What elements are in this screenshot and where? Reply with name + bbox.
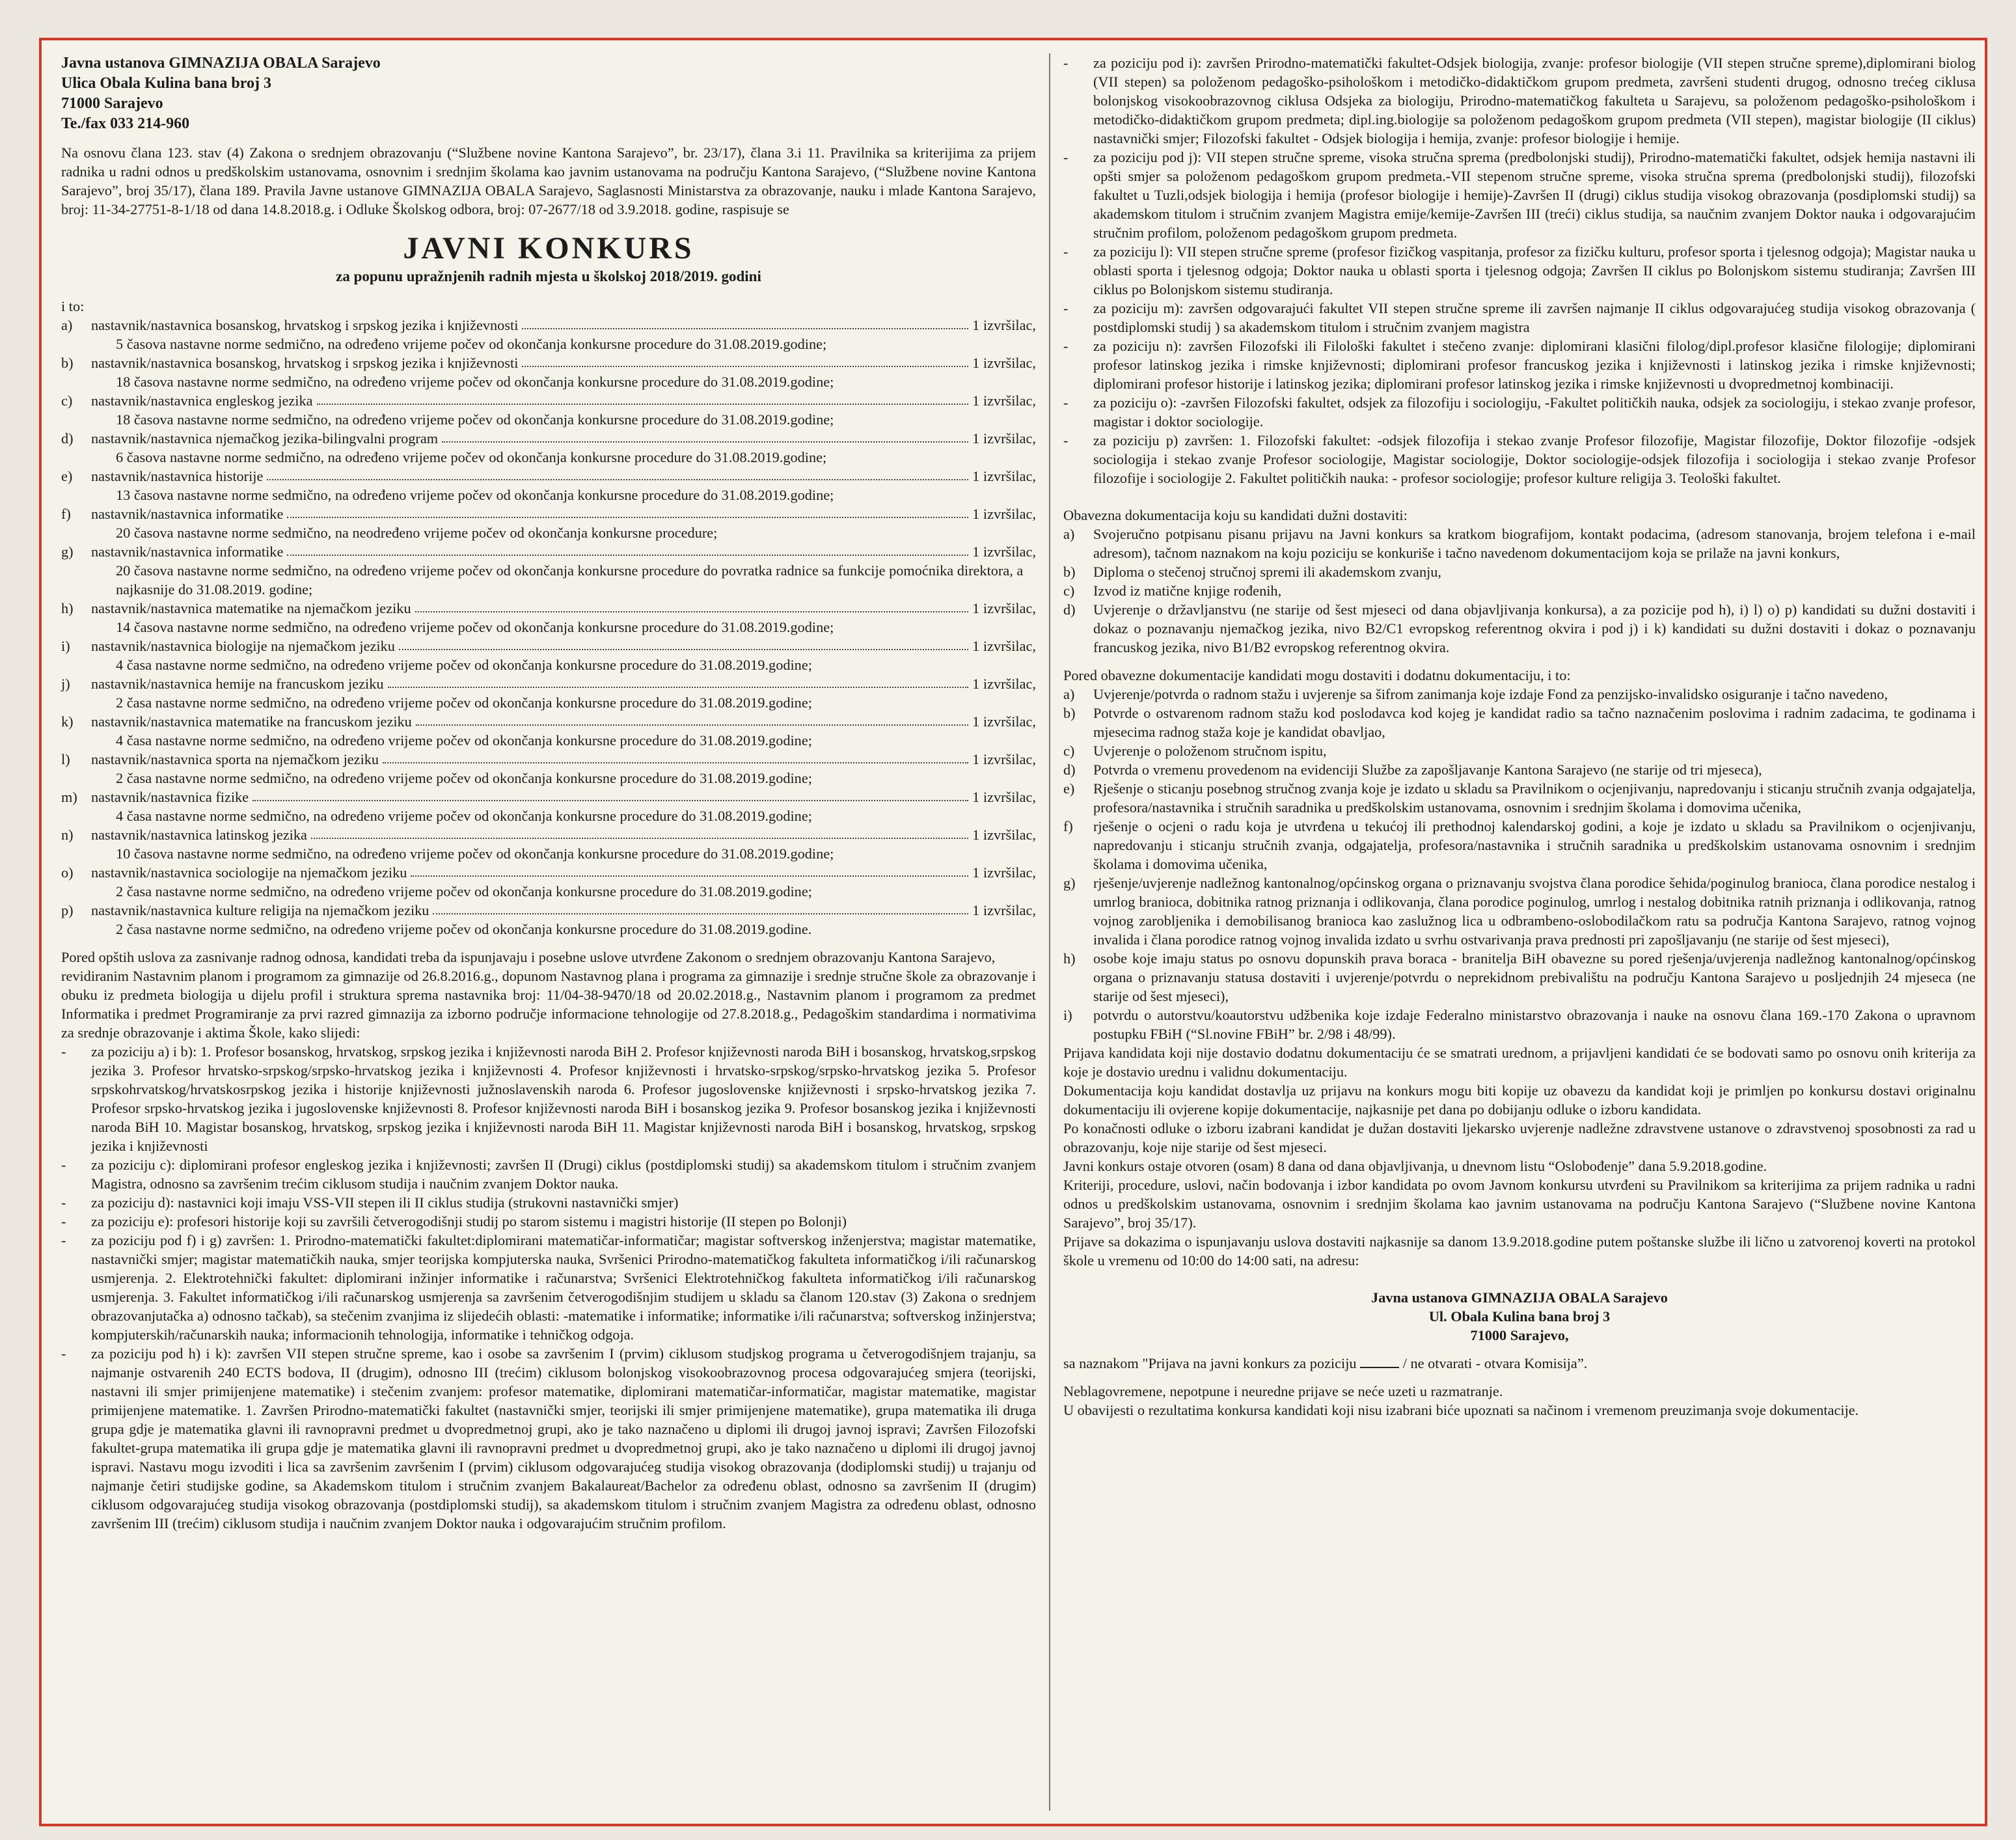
position-detail: 4 časa nastavne norme sedmično, na određeno vrijeme počev od okončanja konkursne procedure do 31.08.2019.godine;: [116, 732, 812, 748]
position-item: [61, 429, 1036, 467]
position-name: nastavnik/nastavnica hemije na francuskom jeziku: [91, 676, 384, 692]
position-count: 1 izvršilac,: [972, 468, 1036, 484]
mandatory-docs-list: [1063, 525, 1976, 657]
position-body: [91, 429, 1036, 467]
dot-leader: [522, 316, 968, 329]
dash-marker: -: [1063, 394, 1069, 411]
additional-doc-text: Uvjerenje/potvrda o radnom stažu i uvjerenje sa šifrom zanimanja koje izdaje Fond za penzijsko-invalidsko osiguranje i tačno navedeno,: [1093, 686, 1888, 702]
condition-item: [1063, 242, 1976, 299]
additional-doc-letter: h): [1063, 950, 1076, 967]
mandatory-doc-text: Uvjerenje o državljanstvu (ne starije od šest mjeseci od dana objavljivanja konkursa), a za pozicije pod h), i) l) o) p) kandidati su dužni dostaviti i dokaz o poznavanju njemačkog jezika, nivo B2/C1 evropskog referentnog okvira i pod j) i k) kandidati su dužni dostaviti i dokaz o poznavanju francuskog jezika, nivo B1/B2 evropskog referentnog okvira.: [1093, 601, 1976, 655]
position-title-line: [91, 429, 1036, 448]
position-detail: 18 časova nastavne norme sedmično, na određeno vrijeme počev od okončanja konkursne procedure do 31.08.2019.godine;: [116, 374, 834, 390]
dot-leader: [522, 353, 968, 367]
condition-item: [1063, 299, 1976, 336]
position-body: [91, 316, 1036, 353]
closing-paragraphs: [1063, 1043, 1976, 1270]
address-line: Javna ustanova GIMNAZIJA OBALA Sarajevo: [1371, 1289, 1668, 1306]
condition-text: za poziciju n): završen Filozofski ili Filološki fakultet i stečeno zvanje: diplomirani klasični filolog/dipl.profesor klasične filologije; diplomirani profesor latinskog jezika i rimske književnosti; diplomirani profesor francuskog jezika i književnosti i latinskog jezika i rimske književnosti; diplomirani profesor historije i latinskog jezika; diplomirani profesor latinskog jezika i rimske književnosti u dvopredmetnoj kombinaciji.: [1093, 338, 1976, 392]
additional-doc-text: rješenje o ocjeni o radu koja je utvrđena u tekućoj ili prethodnoj kalendarskoj godini, a koje je izdato u skladu sa Pravilnikom o ocjenjivanju, napredovanju i sticanju stručnih zvanja, odgajatelja, profesora/nastavnika i stručnih saradnika u predškolskim ustanovama osnovnim i srednjim školama i domovima učenika,: [1093, 818, 1976, 872]
additional-doc: [1063, 949, 1976, 1006]
position-detail: 2 časa nastavne norme sedmično, na određeno vrijeme počev od okončanja konkursne procedure do 31.08.2019.godine;: [116, 694, 812, 711]
dash-marker: -: [1063, 432, 1069, 448]
marking-before: sa naznakom "Prijava na javni konkurs za poziciju: [1063, 1355, 1357, 1371]
position-body: [91, 353, 1036, 391]
position-item: [61, 788, 1036, 825]
position-body: [91, 825, 1036, 863]
page-subtitle: za popunu upražnjenih radnih mjesta u školskoj 2018/2019. godini: [336, 268, 761, 284]
additional-doc: [1063, 1006, 1976, 1043]
position-title-line: [91, 712, 1036, 731]
final-note: Neblagovremene, nepotpune i neuredne prijave se neće uzeti u razmatranje.: [1063, 1383, 1503, 1399]
position-letter: f): [61, 506, 71, 522]
position-body: [91, 467, 1036, 504]
position-body: [91, 674, 1036, 712]
position-letter: k): [61, 713, 74, 730]
mandatory-doc-letter: b): [1063, 564, 1076, 580]
position-item: [61, 825, 1036, 863]
position-item: [61, 504, 1036, 542]
position-body: [91, 542, 1036, 599]
position-body: [91, 750, 1036, 788]
position-letter: d): [61, 430, 74, 446]
final-note: U obavijesti o rezultatima konkursa kandidati koji nisu izabrani biće upoznati sa načinom i vremenom preuzimanja svoje dokumentacije.: [1063, 1402, 1859, 1418]
dash-marker: -: [1063, 55, 1069, 71]
position-count: 1 izvršilac,: [972, 317, 1036, 333]
position-name: nastavnik/nastavnica kulture religija na njemačkom jeziku: [91, 902, 429, 918]
additional-doc-letter: a): [1063, 686, 1075, 702]
additional-doc-text: Potvrda o vremenu provedenom na evidenciji Službe za zapošljavanje Kantona Sarajevo (ne starije od tri mjeseca),: [1093, 762, 1762, 778]
mandatory-doc: [1063, 581, 1976, 600]
job-advertisement: [39, 38, 1987, 1826]
mandatory-doc-text: Izvod iz matične knjige rođenih,: [1093, 583, 1282, 599]
position-name: nastavnik/nastavnica engleskog jezika: [91, 392, 313, 409]
mandatory-doc-letter: c): [1063, 583, 1075, 599]
position-name: nastavnik/nastavnica matematike na francuskom jeziku: [91, 713, 412, 730]
dot-leader: [399, 637, 968, 650]
condition-item: [1063, 393, 1976, 431]
position-detail: 10 časova nastavne norme sedmično, na određeno vrijeme počev od okončanja konkursne procedure do 31.08.2019.godine;: [116, 845, 834, 862]
closing-paragraph: Dokumentacija koju kandidat dostavlja uz prijavu na konkurs mogu biti kopije uz obavezu da kandidat koji je primljen po konkursu dostavi originalnu dokumentaciju ili ovjerene kopije dokumentacije, najkasnije pet dana po dobijanju odluke o izboru kandidata.: [1063, 1082, 1976, 1118]
position-title-line: [91, 825, 1036, 844]
closing-paragraph: Kriteriji, procedure, uslovi, način bodovanja i izbor kandidata po ovom Javnom konkursu utvrđeni su Pravilnikom sa kriterijima za prijem radnika u radni odnos u predškolskim ustanovama, osnovnim i srednjim školama kao javnim ustanovama na području Kantona Sarajevo (“Službene novine Kantona Sarajevo”, broj 35/17).: [1063, 1177, 1976, 1231]
position-body: [91, 712, 1036, 750]
additional-doc: [1063, 741, 1976, 760]
position-letter: i): [61, 638, 70, 654]
dash-marker: -: [1063, 243, 1069, 260]
position-item: [61, 750, 1036, 788]
additional-doc-text: osobe koje imaju status po osnovu dopunskih prava boraca - branitelja BiH obavezne su pored rješenja/uvjerenja nadležnog kantonalnog/općinskog organa o priznavanju statusa dostaviti i uvjerenje/potvrdu o neprekidnom prebivalištu na području Kantona Sarajevo u posljednjih 24 mjeseca (ne starije od šest mjeseci),: [1093, 950, 1976, 1004]
list-intro: i to:: [61, 298, 85, 314]
position-name: nastavnik/nastavnica informatike: [91, 506, 284, 522]
position-title-line: [91, 637, 1036, 655]
position-item: [61, 674, 1036, 712]
position-title-line: [91, 467, 1036, 486]
additional-doc: [1063, 779, 1976, 817]
condition-text: za poziciju c): diplomirani profesor engleskog jezika i književnosti; završen II (Drugi) ciklus (postdiplomski studij) sa akademskom titulom i stručnim zvanjem Magistra, odnosno sa završenim trećim ciklusom studija i naučnim zvanjem Doktor nauka.: [91, 1157, 1036, 1192]
condition-item: [61, 1344, 1036, 1533]
address-line: Ul. Obala Kulina bana broj 3: [1428, 1308, 1611, 1325]
institution-header: [61, 53, 1036, 134]
position-letter: m): [61, 789, 77, 805]
position-item: [61, 712, 1036, 750]
additional-doc-text: potvrdu o autorstvu/koautorstvu udžbenika koje izdaje Federalno ministarstvo obrazovanja i nauke na osnovu člana 169.-170 Zakona o upravnom postupku FBiH (“Sl.novine FBiH” br. 2/98 i 48/99).: [1093, 1007, 1976, 1042]
header-line: Te./fax 033 214-960: [61, 115, 190, 132]
dash-marker: -: [1063, 338, 1069, 354]
position-count: 1 izvršilac,: [972, 864, 1036, 881]
position-title-line: [91, 901, 1036, 920]
position-item: [61, 637, 1036, 674]
position-name: nastavnik/nastavnica latinskog jezika: [91, 827, 307, 843]
position-detail: 2 časa nastavne norme sedmično, na određeno vrijeme počev od okončanja konkursne procedure do 31.08.2019.godine.: [116, 921, 812, 937]
additional-doc-text: Uvjerenje o položenom stručnom ispitu,: [1093, 743, 1327, 759]
position-count: 1 izvršilac,: [972, 543, 1036, 560]
position-blank: [1360, 1367, 1399, 1368]
condition-item: [1063, 336, 1976, 393]
dash-marker: -: [1063, 300, 1069, 316]
dash-marker: -: [1063, 149, 1069, 165]
closing-paragraph: Javni konkurs ostaje otvoren (osam) 8 dana od dana objavljivanja, u dnevnom listu “Oslobođenje” dana 5.9.2018.godine.: [1063, 1158, 1767, 1174]
position-count: 1 izvršilac,: [972, 638, 1036, 654]
position-letter: b): [61, 355, 74, 371]
header-line: Ulica Obala Kulina bana broj 3: [61, 75, 271, 92]
position-body: [91, 901, 1036, 939]
position-title-line: [91, 316, 1036, 335]
position-detail: 20 časova nastavne norme sedmično, na neodređeno vrijeme počev od okončanja konkursne procedure;: [116, 525, 718, 541]
condition-item: [61, 1212, 1036, 1231]
position-body: [91, 391, 1036, 429]
position-name: nastavnik/nastavnica matematike na njemačkom jeziku: [91, 600, 411, 616]
position-body: [91, 599, 1036, 637]
position-count: 1 izvršilac,: [972, 789, 1036, 805]
conditions-list-continued: [1063, 53, 1976, 487]
conditions-intro-2: revidiranim Nastavnim planom i programom za gimnazije od 26.8.2016.g., dopunom Nastavnog plana i programa za gimnazije i srednje stručne škole za obrazovanje i obuku iz predmeta biologija u dijelu profil i struktura sprema nastavnika broj: 11/04-38-9470/18 od 20.02.2018.g., Nastavnim planom i programom za predmet Informatika i predmet Programiranje za prvi razred gimnazija za izborno područje informacione tehnologije od 27.8.2018.g., Pedagoškim standardima i normativima za srednje obrazovanje i aktima Škole, kako slijedi:: [61, 968, 1036, 1041]
position-count: 1 izvršilac,: [972, 600, 1036, 616]
dot-leader: [415, 599, 969, 612]
address-line: 71000 Sarajevo,: [1470, 1327, 1569, 1343]
dash-marker: -: [61, 1232, 66, 1248]
condition-item: [61, 1231, 1036, 1344]
dot-leader: [267, 467, 968, 480]
condition-text: za poziciju l): VII stepen stručne spreme (profesor fizičkog vaspitanja, profesor za fizičku kulturu, profesor sporta i tjelesnog odgoja); Magistar nauka u oblasti sporta i tjelesnog odgoja; Doktor nauka u oblasti sporta i tjelesnog odgoja; Završen II ciklus po Bolonjskom sistemu studiranja; Završen III ciklus po Bolonjskom sistemu studiranja.: [1093, 243, 1976, 297]
position-name: nastavnik/nastavnica bosanskog, hrvatskog i srpskog jezika i književnosti: [91, 317, 519, 333]
position-detail: 2 časa nastavne norme sedmično, na određeno vrijeme počev od okončanja konkursne procedure do 31.08.2019.godine;: [116, 883, 812, 899]
dot-leader: [287, 542, 968, 556]
additional-doc-letter: b): [1063, 705, 1076, 721]
position-title-line: [91, 788, 1036, 806]
position-item: [61, 353, 1036, 391]
condition-text: za poziciju pod j): VII stepen stručne spreme, visoka stručna sprema (predbolonjski studij), Prirodno-matematički fakultet, odsjek hemija nastavni ili opšti smjer sa položenom pedagoškom grupom predmeta.-VII stepenom stručne spreme, visoka stručna sprema (predbolonjski studij), filozofski fakultet u Tuzli,odsjek biologija i hemija (profesor biologije i hemije)-Završen II (drugi) ciklus studija visokog obrazovanja (posdiplomski studij) sa akademskom titulom i stručnim zvanjem Magistra emije/kemije-Završen III (treći) ciklus studija, sa naučnim zvanjem Doktor nauka i odgovarajućim stručnim profilom, položenom pedagoškom grupom predmeta.: [1093, 149, 1976, 241]
position-count: 1 izvršilac,: [972, 902, 1036, 918]
condition-item: [1063, 148, 1976, 242]
position-name: nastavnik/nastavnica historije: [91, 468, 264, 484]
header-line: Javna ustanova GIMNAZIJA OBALA Sarajevo: [61, 55, 381, 72]
additional-doc-letter: g): [1063, 875, 1076, 891]
position-name: nastavnik/nastavnica bosanskog, hrvatskog i srpskog jezika i književnosti: [91, 355, 519, 371]
additional-docs-intro: Pored obavezne dokumentacije kandidati mogu dostaviti i dodatnu dokumentaciju, i to:: [1063, 667, 1571, 683]
dash-marker: -: [61, 1194, 66, 1211]
additional-doc-text: rješenje/uvjerenje nadležnog kantonalnog/općinskog organa o priznavanju svojstva člana porodice šehida/poginulog branioca, člana porodice nestalog i umrlog branioca, dobitnika ratnog priznanja i odlikovanja, člana porodice poginulog, umrlog i nestalog dobitnika ratnih priznanja i odlikovanja, ratnog vojnog zarobljenika i demobilisanog branioca kao zaslužnog lica u odbrambeno-oslobodilačkom ratu sa područja Kantona Sarajevo, ratnog vojnog invalida i člana porodice ratnog vojnog invalida izdato u svrhu ostvarivanja prava prednosti pri zapošljavanju (ne starije od šest mjeseci),: [1093, 875, 1976, 948]
position-count: 1 izvršilac,: [972, 751, 1036, 767]
position-detail: 4 časa nastavne norme sedmično, na određeno vrijeme počev od okončanja konkursne procedure do 31.08.2019.godine;: [116, 657, 812, 673]
position-detail: 6 časova nastavne norme sedmično, na određeno vrijeme počev od okončanja konkursne procedure do 31.08.2019.godine;: [116, 449, 827, 465]
condition-item: [61, 1155, 1036, 1193]
position-title-line: [91, 674, 1036, 693]
position-name: nastavnik/nastavnica informatike: [91, 543, 284, 560]
additional-doc-letter: d): [1063, 762, 1076, 778]
position-detail: 18 časova nastavne norme sedmično, na određeno vrijeme počev od okončanja konkursne procedure do 31.08.2019.godine;: [116, 411, 834, 428]
position-name: nastavnik/nastavnica biologije na njemačkom jeziku: [91, 638, 395, 654]
mandatory-doc-text: Diploma o stečenoj stručnoj spremi ili akademskom zvanju,: [1093, 564, 1442, 580]
position-detail: 4 časa nastavne norme sedmično, na određeno vrijeme počev od okončanja konkursne procedure do 31.08.2019.godine;: [116, 808, 812, 824]
additional-doc-letter: i): [1063, 1007, 1072, 1023]
position-item: [61, 599, 1036, 637]
condition-text: za poziciju d): nastavnici koji imaju VSS-VII stepen ili II ciklus studija (strukovni nastavnički smjer): [91, 1194, 679, 1211]
dash-marker: -: [61, 1157, 66, 1173]
dash-marker: -: [61, 1213, 66, 1229]
submission-address: [1063, 1288, 1976, 1345]
condition-item: [1063, 431, 1976, 487]
condition-item: [1063, 53, 1976, 148]
additional-doc: [1063, 873, 1976, 949]
position-title-line: [91, 391, 1036, 410]
closing-paragraph: Prijave sa dokazima o ispunjavanju uslova dostaviti najkasnije sa danom 13.9.2018.godine putem poštanske službe ili lično u zatvorenoj koverti na protokol škole u vremenu od 10:00 do 14:00 sati, na adresu:: [1063, 1233, 1976, 1269]
position-title-line: [91, 863, 1036, 882]
position-letter: j): [61, 676, 70, 692]
position-letter: e): [61, 468, 73, 484]
position-item: [61, 863, 1036, 901]
additional-doc-letter: c): [1063, 743, 1075, 759]
additional-doc-letter: f): [1063, 818, 1073, 834]
position-body: [91, 504, 1036, 542]
dot-leader: [287, 504, 968, 518]
position-name: nastavnik/nastavnica njemačkog jezika-bilingvalni program: [91, 430, 439, 446]
position-item: [61, 467, 1036, 504]
position-count: 1 izvršilac,: [972, 506, 1036, 522]
conditions-intro: Pored opštih uslova za zasnivanje radnog odnosa, kandidati treba da ispunjavaju i posebne uslove utvrđene Zakonom o srednjem obrazovanju Kantona Sarajevo,: [61, 949, 996, 965]
additional-doc-text: Rješenje o sticanju posebnog stručnog zvanja koje je izdato u skladu sa Pravilnikom o ocjenjivanju, napredovanju i sticanju stručnih zvanja odgajatelja, profesora/nastavnika i stručnih saradnika u predškolskim ustanovama, osnovnim i srednjim školama i domovima učenika,: [1093, 780, 1976, 816]
position-item: [61, 542, 1036, 599]
position-item: [61, 316, 1036, 353]
condition-text: za poziciju m): završen odgovarajući fakultet VII stepen stručne spreme ili završen najmanje II ciklus odgovarajućeg studija visokog obrazovanja ( postdiplomski studij ) sa akademskom titulom i stručnim zvanjem magistra: [1093, 300, 1976, 335]
legal-intro: Na osnovu člana 123. stav (4) Zakona o srednjem obrazovanju (“Službene novine Kantona Sarajevo”, br. 23/17), člana 3.i 11. Pravilnika sa kriterijima za prijem radnika u radni odnos u predškolskim ustanovama, osnovnim i srednjim školama kao javnim ustanovama na području Kantona Sarajevo, (“Službene novine Kantona Sarajevo”, broj 35/17), člana 189. Pravila Javne ustanove GIMNAZIJA OBALA Sarajevo, Saglasnosti Ministarstva za obrazovanje, nauku i mlade Kantona Sarajevo, broj: 11-34-27751-8-1/18 od dana 14.8.2018.g. i Odluke Školskog odbora, broj: 07-2677/18 od 3.9.2018. godine, raspisuje se: [61, 144, 1036, 217]
position-letter: p): [61, 902, 74, 918]
position-body: [91, 637, 1036, 674]
position-letter: a): [61, 317, 73, 333]
mandatory-docs-intro: Obavezna dokumentacija koju su kandidati dužni dostaviti:: [1063, 507, 1408, 523]
closing-paragraph: Prijava kandidata koji nije dostavio dodatnu dokumentaciju će se smatrati urednom, a prijavljeni kandidati će se bodovati samo po osnovu onih kriterija za koje je dostavio urednu i validnu dokumentaciju.: [1063, 1045, 1976, 1080]
additional-doc: [1063, 817, 1976, 873]
closing-paragraph: Po konačnosti odluke o izboru izabrani kandidat je dužan dostaviti ljekarsko uvjerenje nadležne zdravstvene ustanove o zdravstvenoj sposobnosti za rad u obrazovanju, koje nije starije od šest mjeseci.: [1063, 1120, 1976, 1155]
dash-marker: -: [61, 1345, 66, 1362]
position-detail: 14 časova nastavne norme sedmično, na određeno vrijeme počev od okončanja konkursne procedure do 31.08.2019.godine;: [116, 619, 834, 635]
header-line: 71000 Sarajevo: [61, 95, 163, 112]
condition-item: [61, 1042, 1036, 1155]
right-column: [1063, 53, 1976, 1420]
dash-marker: -: [61, 1043, 66, 1060]
dot-leader: [388, 674, 969, 688]
position-count: 1 izvršilac,: [972, 827, 1036, 843]
dot-leader: [311, 825, 968, 839]
mandatory-doc-text: Svojeručno potpisanu pisanu prijavu na Javni konkurs sa kratkom biografijom, kontakt podacima, (adresom stanovanja, brojem telefona i e-mail adresom), tačnom naznakom na koju poziciju se konkuriše i tačno navedenom dokumentacijom koja se prilaže na javni konkurs,: [1093, 526, 1976, 561]
mandatory-doc: [1063, 600, 1976, 657]
position-name: nastavnik/nastavnica fizike: [91, 789, 249, 805]
position-letter: g): [61, 543, 74, 560]
mandatory-doc: [1063, 525, 1976, 562]
position-letter: o): [61, 864, 74, 881]
column-divider: [1049, 53, 1050, 1811]
envelope-marking: [1063, 1354, 1976, 1373]
condition-text: za poziciju a) i b): 1. Profesor bosanskog, hrvatskog, srpskog jezika i književnosti naroda BiH 2. Profesor književnosti naroda BiH i bosanskog, hrvatskog,srpskog jezika 3. Profesor hrvatsko-srpskog/srpsko-hrvatskog jezika i književnosti 4. Profesor književnosti i hrvatsko-srpskog/srpsko-hrvatskog jezika 5. Profesor srpskohrvatskog/hrvatskosrpskog jezika i historije književnosti južnoslavenskih naroda 6. Profesor jugoslovenske književnosti i srpsko-hrvatskog jezika 7. Profesor srpsko-hrvatskog jezika i jugoslovenske književnosti 8. Profesor književnosti naroda BiH i bosanskog jezika 9. Profesor bosanskog jezika i književnosti naroda BiH 10. Magistar bosanskog, hrvatskog, srpskog jezika i književnosti naroda BiH 11. Magistar književnosti naroda BiH i bosanskog, hrvatskog, srpskog jezika i književnosti: [91, 1043, 1036, 1154]
additional-doc-letter: e): [1063, 780, 1075, 797]
additional-docs-list: [1063, 685, 1976, 1043]
dot-leader: [411, 863, 968, 877]
dot-leader: [433, 901, 968, 914]
position-name: nastavnik/nastavnica sociologije na njemačkom jeziku: [91, 864, 407, 881]
position-count: 1 izvršilac,: [972, 430, 1036, 446]
position-letter: c): [61, 392, 73, 409]
condition-text: za poziciju pod f) i g) završen: 1. Prirodno-matematički fakultet:diplomirani matematičar-informatičar; magistar softverskog inženjerstva; magistar matematike, nastavnički smjer; magistar matematičkih nauka, smjer teorijska kompjuterska nauka, Svršenici Prirodno-matematičkog fakulteta informatičkog i/ili računarskog usmjerenja. 2. Elektrotehnički fakultet: diplomirani inžinjer informatike i računarstva; Svršenici Elektrotehničkog fakulteta informatičkog i/ili računarskog usmjerenja. 3. Fakultet informatičkog i/ili računarskog usmjerenja sa završenim četverogodišnjim studijem u skladu sa članom 120.stav (3) Zakona o srednjem obrazovanjutačka a) odnosno tačkab), sa stečenim zvanjima iz slijedećih oblasti: -matematike i informatike; informatike i/ili računarstva; softverskog inžinjerstva; kompjuterskih/računarskih nauka; informacionih tehnologija, informatike i tehničkog odgoja.: [91, 1232, 1036, 1343]
mandatory-doc: [1063, 562, 1976, 581]
position-letter: n): [61, 827, 74, 843]
dot-leader: [252, 788, 968, 801]
position-title-line: [91, 542, 1036, 561]
marking-after: / ne otvarati - otvara Komisija”.: [1402, 1355, 1588, 1371]
additional-doc-text: Potvrde o ostvarenom radnom stažu kod poslodavca kod kojeg je kandidat radio sa tačno naznačenim poslovima i radnim zadacima, te godinama i mjesecima radnog staža koje je kandidat obavljao,: [1093, 705, 1976, 740]
position-title-line: [91, 504, 1036, 523]
mandatory-doc-letter: a): [1063, 526, 1075, 542]
position-count: 1 izvršilac,: [972, 392, 1036, 409]
left-column: [61, 53, 1036, 1533]
dot-leader: [383, 750, 968, 763]
position-title-line: [91, 353, 1036, 372]
position-name: nastavnik/nastavnica sporta na njemačkom jeziku: [91, 751, 379, 767]
condition-text: za poziciju p) završen: 1. Filozofski fakultet: -odsjek filozofija i stekao zvanje Profesor filozofije, Magistar filozofije, Doktor filozofije -odsjek sociologija i stekao zvanje Profesor sociologije, Magistar sociologije, Doktor sociologije-odsjek filozofija i sociologija i stekao zvanje Profesor filozofije i sociologije 2. Fakultet političkih nauka: - profesor sociologije; profesor kulture religija 3. Teološki fakultet.: [1093, 432, 1976, 486]
position-body: [91, 863, 1036, 901]
position-count: 1 izvršilac,: [972, 676, 1036, 692]
page-title: JAVNI KONKURS: [403, 231, 694, 266]
dot-leader: [317, 391, 969, 405]
additional-doc: [1063, 704, 1976, 741]
mandatory-doc-letter: d): [1063, 601, 1076, 618]
condition-text: za poziciju pod h) i k): završen VII stepen stručne spreme, kao i osobe sa završenim I (prvim) ciklusom studjskog programa u četverogodišnjem trajanju, sa najmanje ostvarenih 240 ECTS bodova, II (drugim), odnosno III (trećim) ciklusom bolonjskog visokoobrazovnog procesa odgovarajućeg smjera (teorijski, nastavni ili smjer primijenjene matematike) i stečenim zvanjem: profesor matematike, diplomirani matematičar-informatičar, magistar matematike, magistar primijenjene matematike. 1. Završen Prirodno-matematički fakultet (nastavnički smjer, teorijski ili smjer primijenjene matematike), grupa matematika ili druga grupa gdje je matematika glavni ili ravnopravni predmet u dvopredmetnoj grupi, ako je tako naznačeno u diplomi ili drugoj javnoj ispravi; Završen Filozofski fakultet-grupa matematika ili grupa gdje je matematika glavni ili ravnopravni predmet u dvopredmetnoj grupi, ako je tako naznačeno u diplomi ili drugoj javnoj ispravi. Nastavu mogu izvoditi i lica sa završenim završenim I (prvim) ciklusom odgovarajućeg studija visokog obrazovanja (dodiplomski studij) u trajanju od najmanje četiri studijske godine, sa Akademskom titulom i stručnim zvanjem Bakalaureat/Bachelor za određenu oblast, odnosno sa završenim II (drugim) ciklusom odgovarajućeg studija visokog obrazovanja (postdiplomski studij), sa akademskom titulom i stručnim zvanjem Magistra za određenu oblast, odnosno završenim III (trećim) ciklusom studija i naučnim zvanjem Doktor nauka i odgovarajućim stručnim profilom.: [91, 1345, 1036, 1531]
position-count: 1 izvršilac,: [972, 355, 1036, 371]
position-detail: 5 časova nastavne norme sedmično, na određeno vrijeme počev od okončanja konkursne procedure do 31.08.2019.godine;: [116, 336, 827, 352]
positions-list: [61, 316, 1036, 939]
position-item: [61, 391, 1036, 429]
condition-text: za poziciju pod i): završen Prirodno-matematički fakultet-Odsjek biologija, zvanje: profesor biologije (VII stepen stručne spreme),diplomirani biolog (VII stepen) sa položenom pedagoško-psihološkom i metodičko-didaktičkom grupom predmeta, završeni studenti drugog, odnosno trećeg ciklusa bolonjskog visokoobrazovnog ciklusa Odsjeka za biologiju, Prirodno-matematičkog fakulteta u Sarajevu, sa položenom pedagoško-psihološkom i metodičko-didaktičkom grupom predmeta; dipl.ing.biologije sa položenom pedagoškom grupom predmeta (VII stepen), magistar biologije (II ciklus) nastavnički smjer; Filozofski fakultet - Odsjek biologija i hemija, zvanje: profesor biologije i hemije.: [1093, 55, 1976, 146]
position-body: [91, 788, 1036, 825]
additional-doc: [1063, 760, 1976, 779]
condition-text: za poziciju o): -završen Filozofski fakultet, odsjek za filozofiju i sociologiju, -Fakultet političkih nauka, odsjek za sociologiju, i stekao zvanje profesor, magistar i doktor sociologije.: [1093, 394, 1976, 430]
position-item: [61, 901, 1036, 939]
position-count: 1 izvršilac,: [972, 713, 1036, 730]
additional-doc: [1063, 685, 1976, 704]
condition-text: za poziciju e): profesori historije koji su završili četverogodišnji studij po starom sistemu i magistri historije (II stepen po Bolonji): [91, 1213, 847, 1229]
position-detail: 13 časova nastavne norme sedmično, na određeno vrijeme počev od okončanja konkursne procedure do 31.08.2019.godine;: [116, 487, 834, 503]
position-letter: h): [61, 600, 74, 616]
position-title-line: [91, 750, 1036, 769]
position-detail: 20 časova nastavne norme sedmično, na određeno vrijeme počev od okončanja konkursne procedure do povratka radnice sa funkcije pomoćnika direktora, a najkasnije do 31.08.2019. godine;: [116, 562, 1024, 597]
position-letter: l): [61, 751, 70, 767]
dot-leader: [442, 429, 968, 443]
conditions-list: [61, 1042, 1036, 1533]
condition-item: [61, 1193, 1036, 1212]
dot-leader: [416, 712, 968, 726]
position-detail: 2 časa nastavne norme sedmično, na određeno vrijeme počev od okončanja konkursne procedure do 31.08.2019.godine;: [116, 770, 812, 786]
position-title-line: [91, 599, 1036, 618]
